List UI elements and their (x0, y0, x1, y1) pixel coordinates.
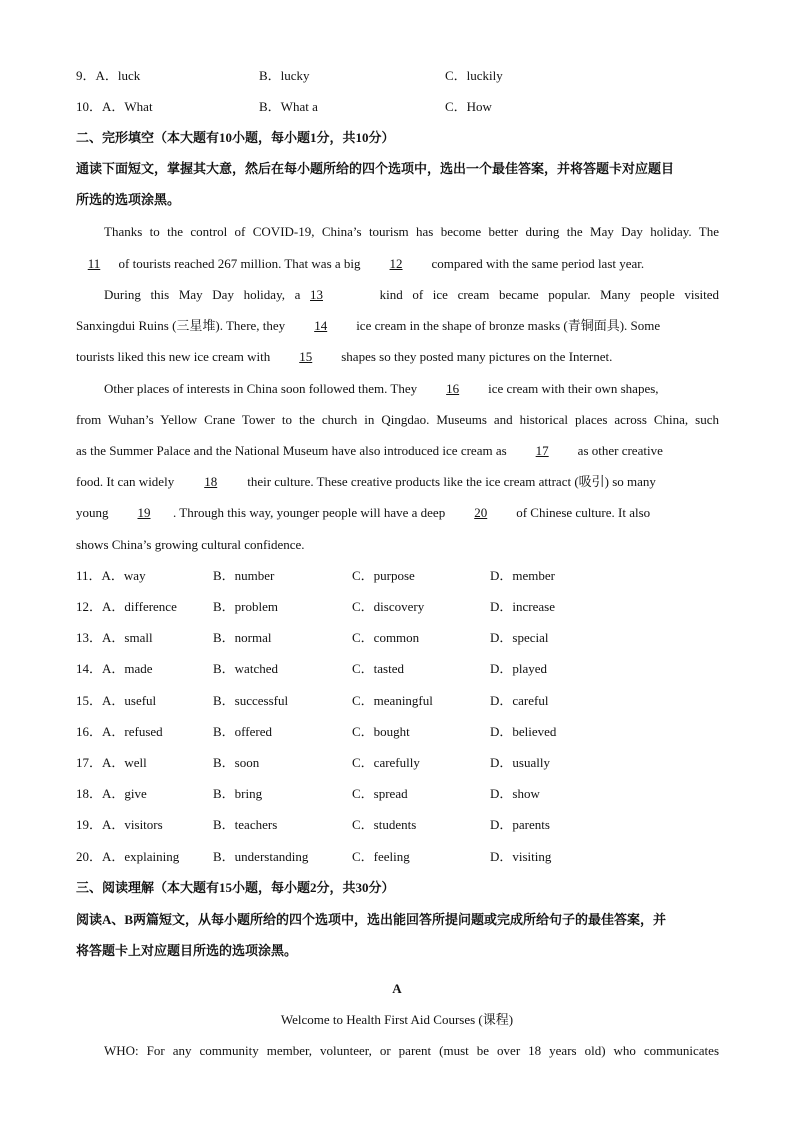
question-15-option-b[interactable]: B．successful (213, 693, 289, 708)
question-10-options (76, 99, 736, 115)
blank-16: 16 (446, 381, 460, 396)
question-14-option-d[interactable]: D．played (490, 661, 548, 676)
question-19-options (76, 817, 736, 833)
question-19-option-b[interactable]: B．teachers (213, 817, 278, 832)
question-15-option-c[interactable]: C．meaningful (352, 693, 433, 708)
question-12-option-a[interactable]: 12．A．difference (76, 599, 177, 614)
question-10-option-b[interactable]: B．What a (259, 99, 318, 114)
section-3-title: 三、阅读理解（本大题有15小题，每小题2分，共30分） (76, 880, 395, 895)
blank-11: 11 (87, 256, 101, 271)
section-2-title: 二、完形填空（本大题有10小题，每小题1分，共10分） (76, 130, 395, 145)
question-14-option-c[interactable]: C．tasted (352, 661, 404, 676)
blank-20: 20 (474, 505, 488, 520)
question-14-option-b[interactable]: B．watched (213, 661, 278, 676)
section-2-instruction-line-2: 所选的选项涂黑。 (76, 192, 181, 207)
passage-a-heading: Welcome to Health First Aid Courses (课程) (280, 1012, 514, 1027)
question-15-option-a[interactable]: 15．A．useful (76, 693, 157, 708)
question-12-option-b[interactable]: B．problem (213, 599, 278, 614)
question-13-option-a[interactable]: 13．A．small (76, 630, 153, 645)
question-11-option-c[interactable]: C．purpose (352, 568, 415, 583)
passage-line-11: shows China’s growing cultural confidence. (76, 537, 305, 552)
question-19-option-a[interactable]: 19．A．visitors (76, 817, 163, 832)
blank-18: 18 (204, 474, 218, 489)
question-14-options (76, 661, 736, 677)
question-13-options (76, 630, 736, 646)
question-10-option-c[interactable]: C．How (445, 99, 492, 114)
section-3-instruction-line-2: 将答题卡上对应题目所选的选项涂黑。 (76, 943, 298, 958)
question-19-option-c[interactable]: C．students (352, 817, 417, 832)
question-11-option-d[interactable]: D．member (490, 568, 555, 583)
passage-line-7: from Wuhan’s Yellow Crane Tower to the church in Qingdao. Museums and historical places across China, such (76, 412, 719, 427)
question-11-options (76, 568, 736, 584)
question-12-option-d[interactable]: D．increase (490, 599, 555, 614)
question-9-options (76, 68, 736, 84)
section-2-instruction-line-1: 通读下面短文，掌握其大意，然后在每小题所给的四个选项中，选出一个最佳答案，并将答题卡对应题目 (76, 161, 675, 176)
question-11-option-a[interactable]: 11．A．way (76, 568, 146, 583)
question-20-option-a[interactable]: 20．A．explaining (76, 849, 180, 864)
question-17-options (76, 755, 736, 771)
passage-line-6: Other places of interests in China soon followed them. They 16 ice cream with their own shapes, (104, 381, 659, 396)
passage-line-8: as the Summer Palace and the National Museum have also introduced ice cream as 17 as other creative (76, 443, 663, 458)
passage-line-9: food. It can widely 18 their culture. These creative products like the ice cream attract (吸引) so many (76, 474, 656, 489)
question-13-option-d[interactable]: D．special (490, 630, 549, 645)
question-18-option-c[interactable]: C．spread (352, 786, 408, 801)
question-17-option-c[interactable]: C．carefully (352, 755, 420, 770)
question-10-option-a[interactable]: 10．A．What (76, 99, 153, 114)
question-17-option-d[interactable]: D．usually (490, 755, 550, 770)
question-16-option-d[interactable]: D．believed (490, 724, 557, 739)
question-18-option-a[interactable]: 18．A．give (76, 786, 147, 801)
passage-line-4: Sanxingdui Ruins (三星堆). There, they 14 ice cream in the shape of bronze masks (青铜面具). Some (76, 318, 661, 333)
question-17-option-b[interactable]: B．soon (213, 755, 260, 770)
question-12-options (76, 599, 736, 615)
question-17-option-a[interactable]: 17．A．well (76, 755, 147, 770)
passage-a-letter: A (392, 981, 402, 996)
question-19-option-d[interactable]: D．parents (490, 817, 550, 832)
passage-line-3: During this May Day holiday, a 13 kind of ice cream became popular. Many people visited (104, 287, 719, 302)
blank-15: 15 (299, 349, 313, 364)
passage-line-10: young 19 . Through this way, younger people will have a deep 20 of Chinese culture. It also (76, 505, 651, 520)
question-20-option-c[interactable]: C．feeling (352, 849, 410, 864)
question-9-option-b[interactable]: B．lucky (259, 68, 310, 83)
question-11-option-b[interactable]: B．number (213, 568, 275, 583)
blank-12: 12 (389, 256, 403, 271)
question-13-option-c[interactable]: C．common (352, 630, 420, 645)
question-20-options (76, 849, 736, 865)
question-16-options (76, 724, 736, 740)
question-15-option-d[interactable]: D．careful (490, 693, 549, 708)
question-16-option-b[interactable]: B．offered (213, 724, 272, 739)
question-18-option-b[interactable]: B．bring (213, 786, 263, 801)
question-18-option-d[interactable]: D．show (490, 786, 540, 801)
passage-a-who-line: WHO: For any community member, volunteer, or parent (must be over 18 years old) who communicates (104, 1043, 719, 1058)
blank-14: 14 (314, 318, 328, 333)
passage-line-2: 11 of tourists reached 267 million. That was a big 12 compared with the same period last year. (76, 256, 644, 272)
question-13-option-b[interactable]: B．normal (213, 630, 272, 645)
question-9-option-a[interactable]: 9．A．luck (76, 68, 141, 83)
question-20-option-b[interactable]: B．understanding (213, 849, 309, 864)
section-3-instruction-line-1: 阅读A、B两篇短文，从每小题所给的四个选项中，选出能回答所提问题或完成所给句子的最佳答案，并 (76, 912, 667, 927)
question-16-option-a[interactable]: 16．A．refused (76, 724, 163, 739)
question-20-option-d[interactable]: D．visiting (490, 849, 552, 864)
question-9-option-c[interactable]: C．luckily (445, 68, 503, 83)
question-15-options (76, 693, 736, 709)
question-18-options (76, 786, 736, 802)
passage-line-5: tourists liked this new ice cream with 15 shapes so they posted many pictures on the Internet. (76, 349, 613, 364)
question-16-option-c[interactable]: C．bought (352, 724, 410, 739)
question-12-option-c[interactable]: C．discovery (352, 599, 425, 614)
passage-line-1: Thanks to the control of COVID-19, China’s tourism has become better during the May Day holiday. The (104, 224, 719, 239)
blank-13: 13 (310, 287, 323, 302)
question-14-option-a[interactable]: 14．A．made (76, 661, 153, 676)
blank-19: 19 (137, 505, 151, 520)
blank-17: 17 (535, 443, 549, 458)
